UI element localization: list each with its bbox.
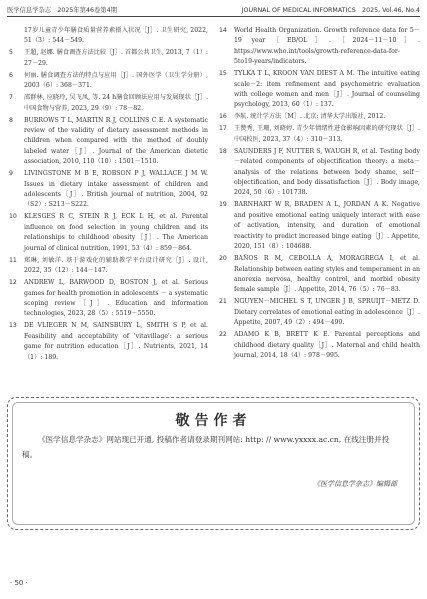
reference-item: [218, 297, 420, 328]
reference-number: 7: [9, 94, 13, 102]
reference-item: [8, 256, 208, 277]
reference-item: [8, 278, 208, 320]
reference-item: [8, 321, 208, 363]
reference-item: [218, 254, 420, 296]
reference-item: [218, 69, 420, 111]
running-header: [7, 3, 420, 15]
reference-number: 17: [219, 125, 227, 133]
reference-number: 11: [9, 256, 17, 264]
reference-number: 8: [9, 116, 13, 124]
reference-number: 10: [9, 213, 17, 221]
reference-text: BURROWS T L, MARTIN R J, COLLINS C E. A systematic review of the validity of dietary assessment methods in children when compared with the method of doubly labeled water［J］. Journal of the American dietetic association, 2010, 110（10）: 1501－1510.: [24, 116, 208, 166]
reference-number: 21: [219, 298, 227, 306]
header-right: JOURNAL OF MEDICAL INFORMATICS 2025, Vol.46, No.4: [241, 6, 420, 14]
reference-text: ANDREW L, BARWOOD D, BOSTON J, et al. Serious games for health promotion in adolescents － a systematic scoping review［J］. Education and information technologies, 2023, 28（5）: 5519－5550.: [24, 279, 208, 318]
reference-text: KLESGES R C, STEIN R J, ECK L H, et al. Parental influence on food selection in young children and its relationships to childhood obesity［J］. The American journal of clinical nutrition, 1991, 53（4）: 859－864.: [24, 213, 208, 252]
reference-item: [8, 71, 208, 92]
notice-signature: 《医学信息学杂志》编辑部: [313, 480, 397, 488]
reference-item: [8, 48, 208, 69]
reference-text: 17岁儿童青少年膳食质量营养素摄入状况［J］. 卫生研究, 2022, 51（3）: 544－549.: [24, 27, 208, 45]
reference-item: [8, 169, 208, 211]
reference-number: 13: [9, 322, 17, 330]
reference-text: 邵群林, 应晓玲, 吴飞凤, 等. 24 h膳食回顾法应用与发展现状［J］. 中国食物与营养, 2023, 29（9）: 78－82.: [24, 94, 208, 112]
header-left: 医学信息学杂志 2025年第46卷第4期: [7, 6, 117, 14]
reference-item: [218, 330, 420, 361]
reference-text: BARNHART W R, BRADEN A L, JORDAN A K. Negative and positive emotional eating uniquely interact with ease of activation, intensity, and duration of emotional reactivity to predict increased binge eating［J］. Appetite, 2020, 151（8）: 104688.: [234, 201, 420, 251]
reference-item: [8, 26, 208, 47]
reference-item: [218, 147, 420, 199]
reference-text: 李航. 统计学方法［M］. 北京: 清华大学出版社, 2012.: [234, 113, 386, 121]
reference-number: 6: [9, 71, 13, 79]
page-number: · 50 ·: [10, 579, 28, 587]
reference-number: 15: [219, 70, 227, 78]
reference-text: TYLKA T L, KROON VAN DIEST A M. The intuitive eating scale－2: item refinement and psychometric evaluation with college women and men［J］. Journal of counseling psychology, 2013, 60（1）: 137.: [234, 70, 420, 109]
reference-number: 12: [9, 279, 17, 287]
reference-text: 王超, 赵娜. 膳食调查方法比较［J］. 首都公共卫生, 2013, 7（1）: 27－29.: [24, 49, 208, 67]
header-rule: [7, 16, 420, 17]
reference-item: [8, 116, 208, 168]
reference-text: SAUNDERS J F, NUTTER S, WAUGH R, et al. Testing body－related components of objectification theory: a meta－analysis of the relations between body shame, self－objectification, and body dissatisfaction［J］. Body image, 2024, 50（6）: 101738.: [234, 147, 420, 197]
notice-body: 《医学信息学杂志》网站现已开通, 投稿作者请登录期刊网站: http: // www.yxxxx.ac.cn, 在线注册并投稿。: [22, 435, 390, 459]
reference-number: 16: [219, 113, 227, 121]
reference-number: 19: [219, 201, 227, 209]
reference-text: ADAMO K B, BRETT K E. Parental perceptions and childhood dietary quality［J］. Maternal and child health journal, 2014, 18（4）: 978－995.: [234, 331, 420, 359]
reference-number: 5: [9, 49, 13, 57]
references-left-column: [8, 26, 208, 365]
reference-text: LIVINGSTONE M B E, ROBSON P J, WALLACE J M W. Issues in dietary intake assessment of children and adolescents［J］. British journal of nutrition, 2004, 92（S2）: S213－S222.: [24, 170, 208, 209]
references-right-column: [218, 26, 420, 363]
reference-text: 郑琳, 刘敏洋. 基于游戏化的辅助教学平台设计研究［J］. 设计, 2022, 35（12）: 144－147.: [24, 256, 208, 275]
reference-text: 王赞秀, 王珊, 刘晓婷. 青少年情绪性进食影响因素的研究现状［J］. 中国校医, 2023, 37（4）: 310－313.: [234, 125, 420, 143]
reference-number: 14: [219, 27, 227, 34]
reference-text: BAÑOS R M, CEBOLLA A, MORAGREGA I, et al. Relationship between eating styles and temperament in an anorexia nervosa, healthy control, and morbid obesity female sample［J］. Appetite, 2014, 76（5）: 76－83.: [234, 255, 420, 294]
author-notice-box: [7, 397, 420, 530]
reference-number: 22: [219, 331, 227, 339]
reference-number: 9: [9, 170, 13, 178]
reference-item: [8, 93, 208, 114]
reference-item: [8, 212, 208, 254]
reference-number: 18: [219, 147, 227, 155]
reference-number: 20: [219, 255, 227, 263]
notice-title: 敬告作者: [175, 413, 252, 429]
reference-item: [218, 124, 420, 145]
reference-text: 何丽. 膳食调查方法的特点与应用［J］. 国外医学（卫生学分册）, 2003（6）: 368－371.: [24, 71, 208, 90]
reference-item: [218, 112, 420, 122]
reference-text: World Health Organization. Growth reference data for 5－19 year［EB/OL］.［2024－11－10］. https://www.who.int/tools/growth-reference-data-for-5to19-years/indicators.: [234, 27, 420, 66]
reference-item: [218, 26, 420, 68]
reference-text: NGUYEN－MICHEL S T, UNGER J B, SPRUIJT－METZ D. Dietary correlates of emotional eating in adolescence［J］. Appetite, 2007, 49（2）: 494－499.: [234, 298, 420, 327]
reference-text: DE VLIEGER N M, SAINSBURY L, SMITH S P, et al. Feasibility and acceptability of 'vitavillage': a serious game for nutrition education［J］. Nutrients, 2021, 14（1）: 189.: [24, 322, 208, 361]
reference-number: [8, 26, 24, 47]
reference-item: [218, 200, 420, 252]
